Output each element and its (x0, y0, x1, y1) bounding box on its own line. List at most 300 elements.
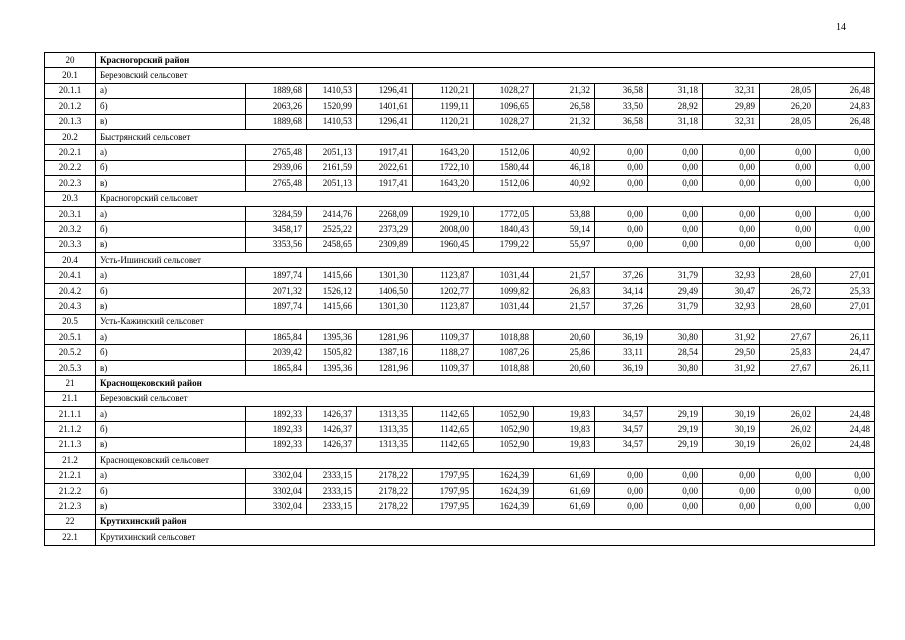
row-variant: б) (96, 422, 246, 437)
value-cell: 0,00 (648, 483, 703, 498)
value-cell: 26,48 (816, 114, 875, 129)
value-cell: 2333,15 (307, 499, 357, 514)
value-cell: 1643,20 (413, 176, 474, 191)
section-row (45, 253, 875, 268)
value-cell: 31,79 (648, 268, 703, 283)
row-variant: а) (96, 83, 246, 98)
value-cell: 28,92 (648, 99, 703, 114)
row-code: 20.2.2 (45, 160, 96, 175)
value-cell: 0,00 (703, 237, 760, 252)
value-cell: 30,19 (703, 422, 760, 437)
table-row (45, 483, 875, 498)
value-cell: 1120,21 (413, 114, 474, 129)
value-cell: 32,93 (703, 299, 760, 314)
row-variant: а) (96, 468, 246, 483)
value-cell: 32,93 (703, 268, 760, 283)
value-cell: 53,88 (534, 206, 595, 221)
value-cell: 0,00 (595, 160, 648, 175)
value-cell: 21,57 (534, 268, 595, 283)
value-cell: 1142,65 (413, 406, 474, 421)
value-cell: 21,57 (534, 299, 595, 314)
table-row (45, 406, 875, 421)
value-cell: 61,69 (534, 483, 595, 498)
value-cell: 1281,96 (357, 330, 413, 345)
settlement-name: Краснощековский сельсовет (96, 453, 875, 468)
value-cell: 2022,61 (357, 160, 413, 175)
table-row (45, 160, 875, 175)
value-cell: 0,00 (595, 499, 648, 514)
value-cell: 1109,37 (413, 360, 474, 375)
value-cell: 0,00 (816, 483, 875, 498)
settlement-name: Быстрянский сельсовет (96, 129, 875, 144)
value-cell: 61,69 (534, 499, 595, 514)
row-code: 21.1 (45, 391, 96, 406)
row-code: 20.2 (45, 129, 96, 144)
table-row (45, 437, 875, 452)
table-row (45, 206, 875, 221)
value-cell: 31,92 (703, 330, 760, 345)
section-row (45, 453, 875, 468)
value-cell: 1772,05 (474, 206, 534, 221)
value-cell: 29,89 (703, 99, 760, 114)
value-cell: 1892,33 (246, 422, 307, 437)
value-cell: 0,00 (760, 483, 816, 498)
value-cell: 30,80 (648, 360, 703, 375)
value-cell: 1301,30 (357, 268, 413, 283)
value-cell: 0,00 (648, 160, 703, 175)
value-cell: 26,48 (816, 83, 875, 98)
value-cell: 1624,39 (474, 499, 534, 514)
value-cell: 1052,90 (474, 437, 534, 452)
value-cell: 55,97 (534, 237, 595, 252)
section-row (45, 53, 875, 68)
row-code: 20.5.3 (45, 360, 96, 375)
value-cell: 1028,27 (474, 83, 534, 98)
row-code: 20.5.2 (45, 345, 96, 360)
value-cell: 34,14 (595, 283, 648, 298)
row-variant: а) (96, 268, 246, 283)
value-cell: 1296,41 (357, 114, 413, 129)
value-cell: 19,83 (534, 422, 595, 437)
row-code: 20.3 (45, 191, 96, 206)
value-cell: 0,00 (703, 145, 760, 160)
value-cell: 0,00 (760, 468, 816, 483)
value-cell: 1415,66 (307, 268, 357, 283)
row-variant: в) (96, 176, 246, 191)
value-cell: 1415,66 (307, 299, 357, 314)
row-variant: б) (96, 160, 246, 175)
value-cell: 2051,13 (307, 176, 357, 191)
district-name: Краснощековский район (96, 376, 875, 391)
value-cell: 0,00 (595, 483, 648, 498)
value-cell: 1052,90 (474, 406, 534, 421)
row-variant: а) (96, 206, 246, 221)
value-cell: 2178,22 (357, 468, 413, 483)
table-row (45, 114, 875, 129)
value-cell: 21,32 (534, 114, 595, 129)
value-cell: 0,00 (760, 499, 816, 514)
row-code: 20.1.3 (45, 114, 96, 129)
value-cell: 26,02 (760, 437, 816, 452)
value-cell: 1142,65 (413, 437, 474, 452)
table-row (45, 499, 875, 514)
table-row (45, 330, 875, 345)
row-variant: б) (96, 99, 246, 114)
value-cell: 1624,39 (474, 468, 534, 483)
value-cell: 26,02 (760, 422, 816, 437)
row-variant: а) (96, 330, 246, 345)
value-cell: 1296,41 (357, 83, 413, 98)
row-code: 22 (45, 514, 96, 529)
value-cell: 1387,16 (357, 345, 413, 360)
row-code: 20.2.3 (45, 176, 96, 191)
table-row (45, 283, 875, 298)
value-cell: 1512,06 (474, 145, 534, 160)
table-row (45, 176, 875, 191)
settlement-name: Березовский сельсовет (96, 68, 875, 83)
value-cell: 1960,45 (413, 237, 474, 252)
value-cell: 27,01 (816, 299, 875, 314)
value-cell: 31,18 (648, 114, 703, 129)
value-cell: 0,00 (816, 499, 875, 514)
value-cell: 1643,20 (413, 145, 474, 160)
value-cell: 2414,76 (307, 206, 357, 221)
value-cell: 30,47 (703, 283, 760, 298)
value-cell: 0,00 (595, 468, 648, 483)
value-cell: 0,00 (648, 237, 703, 252)
value-cell: 2063,26 (246, 99, 307, 114)
value-cell: 1142,65 (413, 422, 474, 437)
tariff-table (44, 52, 875, 546)
value-cell: 1520,99 (307, 99, 357, 114)
value-cell: 61,69 (534, 468, 595, 483)
row-variant: в) (96, 114, 246, 129)
value-cell: 40,92 (534, 176, 595, 191)
value-cell: 26,02 (760, 406, 816, 421)
value-cell: 3284,59 (246, 206, 307, 221)
row-code: 22.1 (45, 530, 96, 545)
row-code: 21.1.2 (45, 422, 96, 437)
value-cell: 1281,96 (357, 360, 413, 375)
row-variant: а) (96, 406, 246, 421)
table-row (45, 83, 875, 98)
value-cell: 0,00 (760, 176, 816, 191)
value-cell: 31,18 (648, 83, 703, 98)
value-cell: 1188,27 (413, 345, 474, 360)
value-cell: 2008,00 (413, 222, 474, 237)
value-cell: 0,00 (648, 468, 703, 483)
value-cell: 30,80 (648, 330, 703, 345)
row-variant: в) (96, 437, 246, 452)
value-cell: 1929,10 (413, 206, 474, 221)
value-cell: 24,48 (816, 437, 875, 452)
value-cell: 2458,65 (307, 237, 357, 252)
settlement-name: Усть-Ишинский сельсовет (96, 253, 875, 268)
settlement-name: Красногорский сельсовет (96, 191, 875, 206)
section-row (45, 68, 875, 83)
value-cell: 1123,87 (413, 299, 474, 314)
value-cell: 1624,39 (474, 483, 534, 498)
value-cell: 20,60 (534, 330, 595, 345)
value-cell: 46,18 (534, 160, 595, 175)
value-cell: 1028,27 (474, 114, 534, 129)
value-cell: 3302,04 (246, 499, 307, 514)
value-cell: 1109,37 (413, 330, 474, 345)
row-code: 21 (45, 376, 96, 391)
value-cell: 0,00 (703, 160, 760, 175)
value-cell: 20,60 (534, 360, 595, 375)
value-cell: 29,19 (648, 406, 703, 421)
row-code: 20.3.2 (45, 222, 96, 237)
value-cell: 0,00 (595, 237, 648, 252)
table-row (45, 145, 875, 160)
value-cell: 1897,74 (246, 299, 307, 314)
table-row (45, 268, 875, 283)
value-cell: 31,79 (648, 299, 703, 314)
value-cell: 0,00 (760, 237, 816, 252)
value-cell: 27,67 (760, 360, 816, 375)
value-cell: 3302,04 (246, 468, 307, 483)
table-body (45, 53, 875, 546)
value-cell: 1865,84 (246, 330, 307, 345)
section-row (45, 530, 875, 545)
value-cell: 1018,88 (474, 360, 534, 375)
table-row (45, 99, 875, 114)
value-cell: 2765,48 (246, 176, 307, 191)
value-cell: 0,00 (760, 206, 816, 221)
value-cell: 0,00 (595, 206, 648, 221)
value-cell: 2178,22 (357, 499, 413, 514)
value-cell: 1865,84 (246, 360, 307, 375)
value-cell: 26,72 (760, 283, 816, 298)
value-cell: 1406,50 (357, 283, 413, 298)
section-row (45, 314, 875, 329)
value-cell: 59,14 (534, 222, 595, 237)
section-row (45, 376, 875, 391)
value-cell: 37,26 (595, 299, 648, 314)
value-cell: 29,50 (703, 345, 760, 360)
value-cell: 2039,42 (246, 345, 307, 360)
row-variant: а) (96, 145, 246, 160)
value-cell: 30,19 (703, 406, 760, 421)
value-cell: 33,11 (595, 345, 648, 360)
value-cell: 19,83 (534, 437, 595, 452)
value-cell: 1410,53 (307, 114, 357, 129)
value-cell: 0,00 (760, 145, 816, 160)
row-code: 20.3.1 (45, 206, 96, 221)
value-cell: 34,57 (595, 406, 648, 421)
value-cell: 0,00 (648, 499, 703, 514)
table-row (45, 360, 875, 375)
value-cell: 0,00 (816, 160, 875, 175)
value-cell: 1580,44 (474, 160, 534, 175)
value-cell: 0,00 (648, 222, 703, 237)
section-row (45, 514, 875, 529)
row-code: 21.2.1 (45, 468, 96, 483)
row-code: 21.2.3 (45, 499, 96, 514)
value-cell: 2333,15 (307, 468, 357, 483)
value-cell: 27,01 (816, 268, 875, 283)
value-cell: 1797,95 (413, 483, 474, 498)
value-cell: 30,19 (703, 437, 760, 452)
row-code: 20.4.3 (45, 299, 96, 314)
value-cell: 2765,48 (246, 145, 307, 160)
value-cell: 0,00 (760, 160, 816, 175)
settlement-name: Крутихинский сельсовет (96, 530, 875, 545)
value-cell: 26,20 (760, 99, 816, 114)
value-cell: 0,00 (816, 222, 875, 237)
value-cell: 1096,65 (474, 99, 534, 114)
value-cell: 1917,41 (357, 145, 413, 160)
value-cell: 1395,36 (307, 330, 357, 345)
row-variant: б) (96, 483, 246, 498)
value-cell: 1426,37 (307, 437, 357, 452)
row-variant: в) (96, 499, 246, 514)
value-cell: 0,00 (595, 176, 648, 191)
row-code: 21.1.1 (45, 406, 96, 421)
value-cell: 1889,68 (246, 83, 307, 98)
value-cell: 2051,13 (307, 145, 357, 160)
value-cell: 0,00 (648, 176, 703, 191)
value-cell: 2071,32 (246, 283, 307, 298)
value-cell: 0,00 (760, 222, 816, 237)
value-cell: 2333,15 (307, 483, 357, 498)
value-cell: 24,48 (816, 406, 875, 421)
value-cell: 33,50 (595, 99, 648, 114)
row-variant: б) (96, 345, 246, 360)
value-cell: 0,00 (703, 483, 760, 498)
value-cell: 0,00 (816, 176, 875, 191)
value-cell: 32,31 (703, 114, 760, 129)
row-code: 21.2 (45, 453, 96, 468)
page-number: 14 (836, 22, 846, 33)
value-cell: 1099,82 (474, 283, 534, 298)
value-cell: 28,60 (760, 299, 816, 314)
value-cell: 31,92 (703, 360, 760, 375)
value-cell: 1797,95 (413, 468, 474, 483)
section-row (45, 129, 875, 144)
value-cell: 1526,12 (307, 283, 357, 298)
table-row (45, 222, 875, 237)
settlement-name: Усть-Кажинский сельсовет (96, 314, 875, 329)
value-cell: 1199,11 (413, 99, 474, 114)
value-cell: 21,32 (534, 83, 595, 98)
value-cell: 25,83 (760, 345, 816, 360)
value-cell: 1410,53 (307, 83, 357, 98)
row-code: 21.1.3 (45, 437, 96, 452)
value-cell: 0,00 (816, 468, 875, 483)
value-cell: 1313,35 (357, 406, 413, 421)
value-cell: 29,49 (648, 283, 703, 298)
value-cell: 26,11 (816, 360, 875, 375)
value-cell: 0,00 (703, 176, 760, 191)
row-code: 20.4.2 (45, 283, 96, 298)
value-cell: 0,00 (703, 222, 760, 237)
table-row (45, 299, 875, 314)
row-code: 20.4 (45, 253, 96, 268)
value-cell: 28,54 (648, 345, 703, 360)
table-row (45, 468, 875, 483)
value-cell: 28,05 (760, 114, 816, 129)
value-cell: 1917,41 (357, 176, 413, 191)
value-cell: 27,67 (760, 330, 816, 345)
value-cell: 1313,35 (357, 437, 413, 452)
row-variant: в) (96, 299, 246, 314)
value-cell: 1052,90 (474, 422, 534, 437)
value-cell: 2268,09 (357, 206, 413, 221)
value-cell: 1799,22 (474, 237, 534, 252)
value-cell: 1123,87 (413, 268, 474, 283)
value-cell: 1797,95 (413, 499, 474, 514)
row-code: 20.3.3 (45, 237, 96, 252)
value-cell: 24,48 (816, 422, 875, 437)
value-cell: 26,58 (534, 99, 595, 114)
value-cell: 36,58 (595, 83, 648, 98)
table-row (45, 237, 875, 252)
row-variant: в) (96, 360, 246, 375)
value-cell: 1892,33 (246, 437, 307, 452)
value-cell: 1395,36 (307, 360, 357, 375)
value-cell: 29,19 (648, 422, 703, 437)
value-cell: 1889,68 (246, 114, 307, 129)
value-cell: 29,19 (648, 437, 703, 452)
value-cell: 1120,21 (413, 83, 474, 98)
row-code: 20 (45, 53, 96, 68)
value-cell: 3353,56 (246, 237, 307, 252)
value-cell: 25,33 (816, 283, 875, 298)
value-cell: 0,00 (703, 206, 760, 221)
value-cell: 0,00 (648, 145, 703, 160)
row-variant: б) (96, 222, 246, 237)
value-cell: 0,00 (816, 206, 875, 221)
value-cell: 1505,82 (307, 345, 357, 360)
value-cell: 0,00 (595, 145, 648, 160)
section-row (45, 191, 875, 206)
value-cell: 3458,17 (246, 222, 307, 237)
value-cell: 1426,37 (307, 406, 357, 421)
value-cell: 1512,06 (474, 176, 534, 191)
district-name: Красногорский район (96, 53, 875, 68)
value-cell: 32,31 (703, 83, 760, 98)
value-cell: 1018,88 (474, 330, 534, 345)
value-cell: 0,00 (816, 237, 875, 252)
value-cell: 28,05 (760, 83, 816, 98)
value-cell: 1426,37 (307, 422, 357, 437)
value-cell: 1897,74 (246, 268, 307, 283)
value-cell: 0,00 (703, 468, 760, 483)
value-cell: 36,19 (595, 330, 648, 345)
row-code: 20.1 (45, 68, 96, 83)
value-cell: 1031,44 (474, 299, 534, 314)
value-cell: 37,26 (595, 268, 648, 283)
value-cell: 1401,61 (357, 99, 413, 114)
table-row (45, 422, 875, 437)
section-row (45, 391, 875, 406)
row-code: 20.2.1 (45, 145, 96, 160)
value-cell: 40,92 (534, 145, 595, 160)
value-cell: 2525,22 (307, 222, 357, 237)
value-cell: 1840,43 (474, 222, 534, 237)
row-code: 21.2.2 (45, 483, 96, 498)
value-cell: 3302,04 (246, 483, 307, 498)
value-cell: 1202,77 (413, 283, 474, 298)
value-cell: 2373,29 (357, 222, 413, 237)
value-cell: 24,83 (816, 99, 875, 114)
value-cell: 0,00 (648, 206, 703, 221)
row-code: 20.4.1 (45, 268, 96, 283)
value-cell: 2161,59 (307, 160, 357, 175)
district-name: Крутихинский район (96, 514, 875, 529)
